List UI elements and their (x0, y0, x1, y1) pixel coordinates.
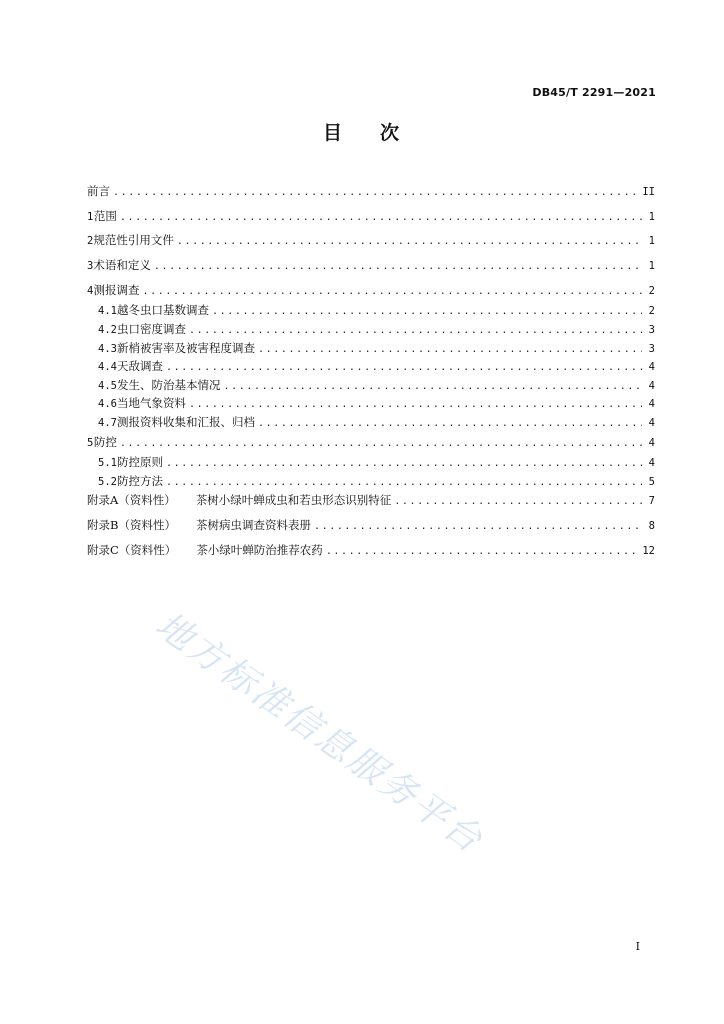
toc-number: 4.6 (98, 398, 117, 411)
toc-entry-4-5[interactable] (87, 376, 655, 395)
toc-label: 当地气象资料 (116, 396, 186, 411)
toc-label: 茶树小绿叶蝉成虫和若虫形态识别特征 (195, 493, 392, 508)
toc-label: 虫口密度调查 (116, 322, 186, 337)
toc-label: 前言 (87, 184, 110, 198)
toc-label: 测报资料收集和汇报、归档 (116, 415, 255, 429)
toc-leader (314, 517, 642, 537)
toc-number: 1 (87, 210, 94, 223)
table-of-contents (87, 181, 655, 565)
toc-label: 越冬虫口基数调查 (116, 303, 209, 318)
toc-page-number: 7 (648, 495, 655, 508)
toc-label: 茶小绿叶蝉防治推荐农药 (196, 542, 323, 557)
page-title-char-1: 目 (322, 122, 344, 144)
toc-leader (212, 303, 642, 321)
toc-page-number: 1 (648, 235, 655, 248)
toc-leader (223, 378, 642, 396)
page-number: I (635, 940, 640, 953)
toc-appendix-prefix: 附录C（资料性） (87, 542, 177, 557)
toc-number: 5 (87, 436, 94, 449)
toc-leader (143, 282, 642, 302)
toc-number: 2 (87, 235, 94, 248)
toc-page-number: 5 (648, 475, 655, 488)
toc-number: 5.2 (98, 475, 117, 488)
toc-page-number: 4 (648, 417, 655, 429)
toc-label: 防控原则 (116, 455, 163, 470)
toc-page-number: 1 (648, 260, 655, 273)
toc-appendix-prefix: 附录B（资料性） (87, 518, 176, 533)
toc-page-number: 12 (642, 544, 655, 557)
toc-entry-2[interactable] (87, 230, 655, 255)
toc-number: 4.2 (98, 324, 117, 337)
toc-page-number: 4 (648, 398, 655, 411)
page-title (0, 118, 724, 145)
toc-leader (166, 359, 642, 377)
toc-number: 4.1 (98, 305, 117, 318)
toc-entry-4-6[interactable] (87, 394, 655, 413)
toc-label: 术语和定义 (93, 258, 151, 273)
toc-number: 4.4 (98, 361, 117, 374)
toc-leader (154, 257, 642, 277)
toc-number: 4.3 (98, 342, 117, 355)
toc-entry-4-4[interactable] (87, 357, 655, 376)
toc-leader (120, 208, 642, 228)
toc-leader (258, 415, 642, 433)
toc-entry-4-2[interactable] (87, 320, 655, 339)
toc-appendix-prefix: 附录A（资料性） (87, 493, 176, 508)
toc-page-number: 2 (648, 284, 655, 297)
toc-page-number: 8 (648, 520, 655, 533)
toc-page-number: 4 (648, 457, 655, 470)
toc-label: 测报调查 (93, 282, 140, 297)
toc-entry-5-1[interactable] (87, 453, 655, 472)
toc-number: 4 (87, 284, 94, 297)
toc-entry-3[interactable] (87, 255, 655, 280)
toc-leader (189, 396, 642, 414)
toc-page-number: 1 (648, 210, 655, 223)
toc-leader (166, 474, 642, 492)
toc-entry-5-2[interactable] (87, 472, 655, 491)
toc-leader (258, 341, 642, 359)
toc-page-number: 4 (648, 379, 655, 392)
toc-page-number: 3 (648, 324, 655, 337)
toc-label: 防控 (93, 434, 117, 449)
toc-entry-4-7[interactable] (87, 413, 655, 432)
toc-leader (189, 322, 642, 340)
toc-entry-5[interactable] (87, 432, 655, 457)
toc-number: 5.1 (98, 457, 117, 470)
toc-label: 防控方法 (116, 473, 163, 488)
toc-page-number: 4 (648, 361, 655, 374)
toc-entry-appendix-b[interactable] (87, 515, 655, 540)
toc-label: 天敌调查 (116, 359, 163, 374)
toc-label: 规范性引用文件 (93, 233, 174, 248)
toc-page-number: II (642, 186, 655, 198)
page-title-char-2: 次 (380, 122, 402, 144)
toc-page-number: 3 (648, 342, 655, 355)
standard-code: DB45/T 2291—2021 (532, 86, 656, 99)
toc-leader (177, 232, 642, 252)
toc-label: 茶树病虫调查资料表册 (195, 518, 311, 533)
watermark: 地方标准信息服务平台 (147, 604, 491, 862)
toc-entry-4-3[interactable] (87, 339, 655, 358)
toc-entry-preface[interactable] (87, 181, 655, 206)
toc-number: 4.7 (98, 417, 117, 429)
toc-leader (166, 455, 642, 473)
toc-label: 发生、防治基本情况 (116, 377, 221, 392)
toc-entry-4-1[interactable] (87, 301, 655, 320)
toc-page-number: 4 (648, 436, 655, 449)
toc-leader (120, 434, 642, 454)
toc-entry-appendix-a[interactable] (87, 490, 655, 515)
toc-entry-1[interactable] (87, 206, 655, 231)
toc-label: 新梢被害率及被害程度调查 (116, 340, 255, 355)
toc-leader (394, 492, 642, 512)
toc-leader (113, 183, 639, 203)
toc-entry-appendix-c[interactable] (87, 540, 655, 565)
toc-label: 范围 (93, 208, 117, 223)
toc-leader (326, 542, 640, 562)
toc-page-number: 2 (648, 305, 655, 318)
toc-number: 4.5 (98, 379, 117, 392)
toc-number: 3 (87, 260, 94, 273)
